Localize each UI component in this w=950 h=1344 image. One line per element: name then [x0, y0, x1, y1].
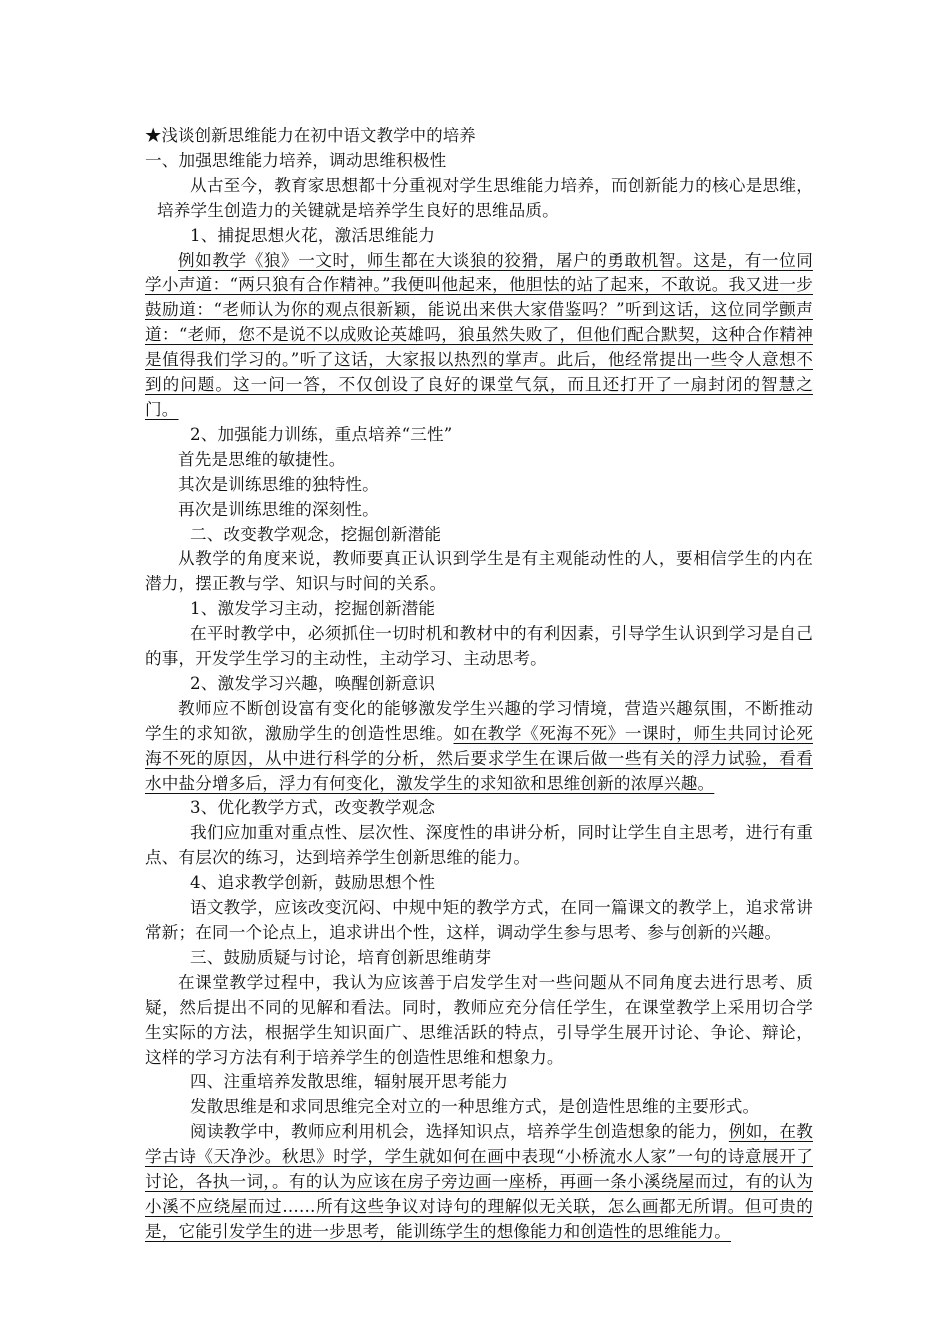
subheading: 1、激发学习主动，挖掘创新潜能 [190, 599, 436, 619]
paragraph: 语文教学，应该改变沉闷、中规中矩的教学方式，在同一篇课文的教学上，追求常讲常新；在同一个论点上，追求讲出个性，这样，调动学生参与思考、参与创新的兴趣。 [145, 898, 813, 942]
paragraph [145, 697, 813, 797]
subheading: 1、捕捉思想火花，激活思维能力 [190, 225, 436, 245]
document-body [145, 124, 813, 1245]
paragraph: 发散思维是和求同思维完全对立的一种思维方式，是创造性思维的主要形式。 [190, 1097, 760, 1117]
subheading: 4、追求教学创新，鼓励思想个性 [190, 873, 436, 893]
paragraph: 从教学的角度来说，教师要真正认识到学生是有主观能动性的人，要相信学生的内在潜力，摆正教与学、知识与时间的关系。 [145, 549, 813, 594]
underlined-text: 例如，在教学古诗《天净沙。秋思》时学，学生就如何在画中表现“小桥流水人家”一句的诗意展开了讨论，各执一词，。有的认为应该在房子旁边画一座桥，再画一条小溪绕屋而过，有的认为小溪不应绕屋而过……所有这些争议对诗句的理解似无关联，怎么画都无所谓。但可贵的是，它能引发学生的进一步思考，能训练学生的想像能力和创造性的思维能力。 [145, 1122, 813, 1241]
section-heading-4: 四、注重培养发散思维，辐射展开思考能力 [190, 1072, 509, 1092]
underlined-text: 如在教学《死海不死》一课时，师生共同讨论死海不死的原因，从中进行科学的分析，然后要求学生在课后做一些有关的浮力试验，看看水中盐分增多后，浮力有何变化，激发学生的求知欲和思维创新的浓厚兴趣。 [145, 723, 813, 793]
subheading: 2、加强能力训练，重点培养“三性” [190, 424, 453, 444]
document-title: ★浅谈创新思维能力在初中语文教学中的培养 [145, 126, 476, 145]
underlined-text: 例如教学《狼》一文时，师生都在大谈狼的狡猾，屠户的勇敢机智。这是，有一位同学小声道：“两只狼有合作精神。”我便叫他起来，他胆怯的站了起来，不敢说。我又进一步鼓励道：“老师认为你的观点很新颖，能说出来供大家借鉴吗？”听到这话，这位同学颤声道：“老师，您不是说不以成败论英雄吗，狼虽然失败了，但他们配合默契，这种合作精神是值得我们学习的。”听了这话，大家报以热烈的掌声。此后，他经常提出一些令人意想不到的问题。这一问一答，不仅创设了良好的课堂气氛，而且还打开了一扇封闭的智慧之门。 [145, 250, 813, 419]
plain-text: 教师应不断创设富有变化的能够激发学生兴趣的学习情境，营造兴趣氛围，不断推动学生的求知欲，激励学生的创造性思维。 [145, 698, 813, 743]
paragraph: 首先是思维的敏捷性。 [178, 449, 346, 469]
paragraph: 在课堂教学过程中，我认为应该善于启发学生对一些问题从不同角度去进行思考、质疑，然后提出不同的见解和看法。同时，教师应充分信任学生，在课堂教学上采用切合学生实际的方法，根据学生知识面广、思维活跃的特点，引导学生展开讨论、争论、辩论，这样的学习方法有利于培养学生的创造性思维和想象力。 [145, 972, 813, 1067]
paragraph [145, 1120, 813, 1245]
paragraph: 我们应加重对重点性、层次性、深度性的串讲分析，同时让学生自主思考，进行有重点、有层次的练习，达到培养学生创新思维的能力。 [145, 823, 813, 868]
section-heading-1: 一、加强思维能力培养，调动思维积极性 [145, 150, 447, 170]
plain-text: 阅读教学中，教师应利用机会，选择知识点，培养学生创造想象的能力， [190, 1122, 729, 1142]
paragraph: 其次是训练思维的独特性。 [178, 474, 379, 494]
paragraph: 再次是训练思维的深刻性。 [178, 499, 379, 519]
section-heading-2: 二、改变教学观念，挖掘创新潜能 [190, 524, 442, 544]
paragraph: 从古至今，教育家思想都十分重视对学生思维能力培养，而创新能力的核心是思维，培养学生创造力的关键就是培养学生良好的思维品质。 [157, 175, 813, 220]
section-heading-3: 三、鼓励质疑与讨论，培育创新思维萌芽 [190, 947, 492, 967]
subheading: 3、优化教学方式，改变教学观念 [190, 798, 436, 818]
paragraph-underlined [145, 249, 813, 423]
paragraph: 在平时教学中，必须抓住一切时机和教材中的有利因素，引导学生认识到学习是自己的事，开发学生学习的主动性，主动学习、主动思考。 [145, 624, 813, 669]
subheading: 2、激发学习兴趣，唤醒创新意识 [190, 673, 436, 693]
